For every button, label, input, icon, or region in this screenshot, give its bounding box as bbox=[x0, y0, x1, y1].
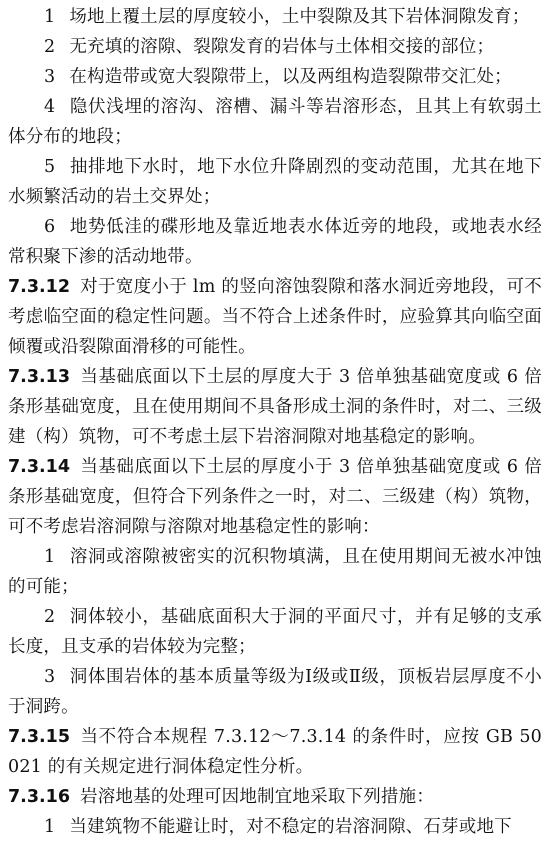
clause-text: 当基础底面以下土层的厚度大于 3 倍单独基础宽度或 6 倍条形基础宽度，且在使用期间不具备形成土洞的条件时，对二、三级建（构）筑物，可不考虑土层下岩溶洞隙对地基稳定的影响。 bbox=[8, 367, 542, 447]
list-item bbox=[8, 542, 542, 602]
clause-7-3-16 bbox=[8, 782, 542, 812]
item-number: 3 bbox=[44, 667, 56, 687]
clause-number: 7.3.12 bbox=[8, 277, 71, 297]
list-item bbox=[8, 812, 542, 842]
item-text: 地势低洼的碟形地及靠近地表水体近旁的地段，或地表水经常积聚下渗的活动地带。 bbox=[8, 217, 542, 267]
clause-number: 7.3.13 bbox=[8, 367, 71, 387]
item-text: 洞体较小，基础底面积大于洞的平面尺寸，并有足够的支承长度，且支承的岩体较为完整； bbox=[8, 607, 542, 657]
item-text: 隐伏浅埋的溶沟、溶槽、漏斗等岩溶形态，且其上有软弱土体分布的地段； bbox=[8, 97, 542, 147]
item-number: 1 bbox=[44, 547, 56, 567]
list-item bbox=[8, 92, 542, 152]
list-item bbox=[8, 662, 542, 722]
item-text: 无充填的溶隙、裂隙发育的岩体与土体相交接的部位； bbox=[69, 37, 495, 57]
item-number: 1 bbox=[44, 817, 56, 837]
clause-number: 7.3.14 bbox=[8, 457, 71, 477]
clause-7-3-15 bbox=[8, 722, 542, 782]
list-item bbox=[8, 212, 542, 272]
clause-text: 岩溶地基的处理可因地制宜地采取下列措施： bbox=[80, 787, 435, 807]
item-number: 2 bbox=[44, 607, 56, 627]
clause-7-3-12 bbox=[8, 272, 542, 362]
clause-7-3-14 bbox=[8, 452, 542, 542]
item-number: 5 bbox=[44, 157, 56, 177]
list-item bbox=[8, 152, 542, 212]
item-text: 在构造带或宽大裂隙带上，以及两组构造裂隙带交汇处； bbox=[69, 67, 512, 87]
list-item bbox=[8, 2, 542, 32]
item-number: 2 bbox=[44, 37, 56, 57]
list-item bbox=[8, 602, 542, 662]
list-item bbox=[8, 62, 542, 92]
clause-number: 7.3.16 bbox=[8, 787, 71, 807]
clause-text: 对于宽度小于 lm 的竖向溶蚀裂隙和落水洞近旁地段，可不考虑临空面的稳定性问题。当不符合上述条件时，应验算其向临空面倾覆或沿裂隙面滑移的可能性。 bbox=[8, 277, 542, 357]
clause-7-3-13 bbox=[8, 362, 542, 452]
item-text: 溶洞或溶隙被密实的沉积物填满，且在使用期间无被水冲蚀的可能； bbox=[8, 547, 542, 597]
clause-text: 当不符合本规程 7.3.12～7.3.14 的条件时，应按 GB 50021 的有关规定进行洞体稳定性分析。 bbox=[8, 727, 542, 777]
item-number: 6 bbox=[44, 217, 56, 237]
item-text: 当建筑物不能避让时，对不稳定的岩溶洞隙、石芽或地下 bbox=[69, 817, 512, 837]
item-number: 3 bbox=[44, 67, 56, 87]
item-number: 4 bbox=[44, 97, 56, 117]
list-item bbox=[8, 32, 542, 62]
item-number: 1 bbox=[44, 7, 56, 27]
item-text: 场地上覆土层的厚度较小，土中裂隙及其下岩体洞隙发育； bbox=[69, 7, 530, 27]
item-text: 洞体围岩体的基本质量等级为Ⅰ级或Ⅱ级，顶板岩层厚度不小于洞跨。 bbox=[8, 667, 542, 717]
item-text: 抽排地下水时，地下水位升降剧烈的变动范围，尤其在地下水频繁活动的岩土交界处； bbox=[8, 157, 542, 207]
clause-number: 7.3.15 bbox=[8, 727, 71, 747]
clause-text: 当基础底面以下土层的厚度小于 3 倍单独基础宽度或 6 倍条形基础宽度，但符合下列条件之一时，对二、三级建（构）筑物，可不考虑岩溶洞隙与溶隙对地基稳定性的影响： bbox=[8, 457, 542, 537]
